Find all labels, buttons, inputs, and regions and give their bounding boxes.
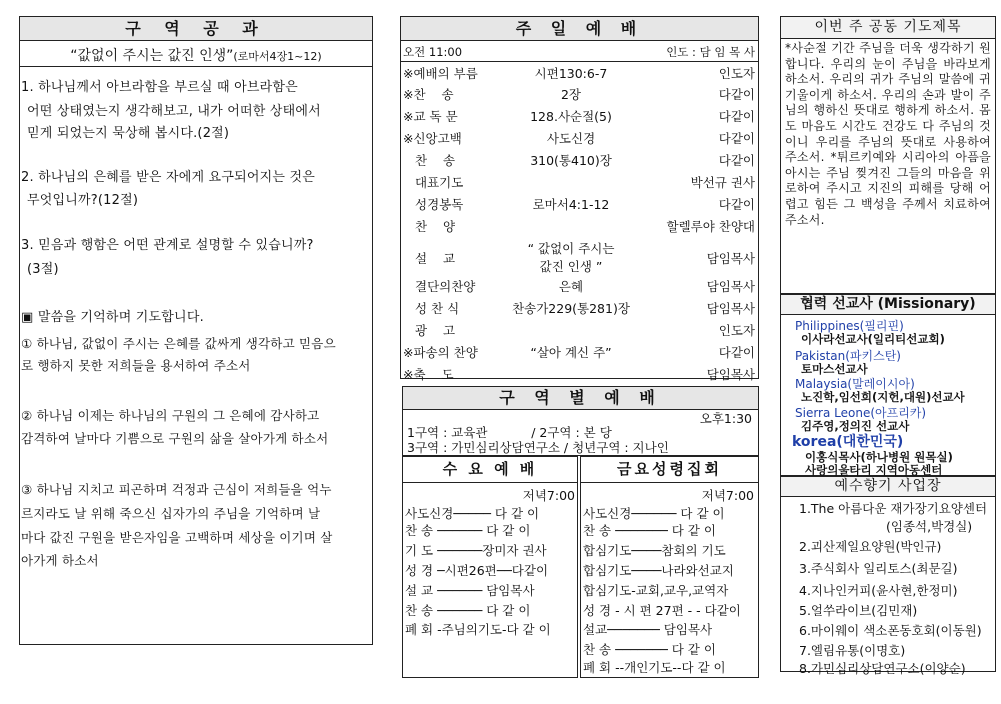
business-title: 예수향기 사업장 [781, 477, 995, 497]
service-leader: 인도 : 담 임 목 사 [666, 45, 755, 59]
service-row-label: ※축 도 [403, 367, 454, 382]
friday-row: 찬 송 ─────── 다 같 이 [583, 523, 716, 538]
wednesday-row: 설 교 ────── 담임목사 [405, 583, 535, 598]
service-row-person: 담임목사 [706, 279, 755, 294]
district-lesson-panel [19, 16, 373, 645]
service-row-content: 사도신경 [546, 131, 596, 146]
service-time-row [401, 42, 758, 62]
business-item: 3.주식회사 일리토스(최문길) [799, 561, 958, 576]
service-row-label: ※예배의 부름 [403, 66, 478, 81]
prayer-topics-title: 이번 주 공동 기도제목 [781, 17, 995, 39]
district-service-title: 구 역 별 예 배 [403, 387, 758, 410]
business-item: 5.얼쑤라이브(김민재) [799, 603, 918, 618]
service-row [401, 173, 758, 193]
service-row-label: 설 교 [415, 251, 456, 266]
missionary-detail: 토마스선교사 [801, 362, 868, 376]
wednesday-row: 사도신경───── 다 같 이 [405, 506, 540, 521]
service-row-label: 찬 송 [415, 153, 456, 168]
district-line-1: 1구역 : 교육관 / 2구역 : 본 당 [407, 425, 612, 440]
prayer-3-line-4: 아가게 하소서 [21, 553, 99, 568]
question-3-line-1: 3. 믿음과 행함은 어떤 관계로 설명할 수 있습니까? [21, 238, 314, 253]
prayer-topics-panel [780, 16, 996, 294]
service-row-content: 2장 [560, 87, 582, 102]
lesson-subtitle [20, 45, 372, 67]
service-row-label: ※찬 송 [403, 87, 454, 102]
service-row-person: 다같이 [718, 87, 755, 102]
friday-row: 합심기도────참회의 기도 [583, 543, 726, 558]
wednesday-row: 폐 회 -주님의기도-다 같 이 [405, 622, 551, 637]
business-item: 2.괴산제일요양원(박인규) [799, 539, 942, 554]
missionary-panel [780, 294, 996, 476]
wednesday-time: 저녁7:00 [522, 488, 575, 503]
wednesday-row: 기 도 ──────장미자 권사 [405, 543, 547, 558]
district-service-panel [402, 386, 759, 456]
service-row [401, 239, 758, 275]
friday-row: 설교─────── 담임목사 [583, 622, 713, 637]
question-3-line-2: (3절) [27, 262, 59, 277]
lesson-subtitle-text: “값없이 주시는 값진 인생” [70, 48, 234, 64]
missionary-title: 협력 선교사 (Missionary) [781, 295, 995, 315]
service-row [401, 107, 758, 127]
service-row-content: “살아 계신 주” [530, 345, 612, 360]
friday-row: 폐 회 --개인기도--다 같 이 [583, 660, 726, 675]
business-item: 4.지나인커피(윤사현,한정미) [799, 583, 958, 598]
service-row-person: 인도자 [718, 323, 755, 338]
prayer-1-line-2: 로 행하지 못한 저희들을 용서하여 주소서 [21, 358, 251, 373]
prayer-2-line-1: ② 하나님 이제는 하나님의 구원의 그 은혜에 감사하고 [21, 408, 320, 423]
missionary-detail: 이홍식목사(하나병원 원목실) [805, 450, 953, 464]
service-row [401, 343, 758, 363]
service-row-label: 광 고 [415, 323, 456, 338]
service-row-label: ※신앙고백 [403, 131, 462, 146]
service-row-label: 찬 양 [415, 219, 456, 234]
service-row-person: 다같이 [718, 197, 755, 212]
service-row-person: 담임목사 [706, 367, 755, 382]
prayer-topics-text: *사순절 기간 주님을 더욱 생각하기 원합니다. 우리의 눈이 주님을 바라보게 하소서. 우리의 귀가 주님의 말씀에 귀 기울이게 하소서. 우리의 손과 발이 주님의 행하신 뜻대로 행하게 하소서. 몸도 마음도 시간도 건강도 다 주님의 것이니 우리를 주님의 뜻대로 사용하여 주소서. *튀르키예와 시리아의 아픔을 아시는 주님 찢겨진 그들의 마음을 위로하여 주시고 지진의 피해를 당해 어렵고 힘든 그 백성을 주께서 치료하여 주소서. [785, 41, 991, 227]
wednesday-service-title: 수 요 예 배 [403, 457, 577, 483]
service-row-content-2: 값진 인생 ” [539, 259, 603, 274]
business-item: 6.마이웨이 색소폰동호회(이동원) [799, 623, 982, 638]
friday-row: 찬 송 ─────── 다 같 이 [583, 642, 716, 657]
service-time: 오전 11:00 [403, 45, 463, 59]
service-row [401, 195, 758, 215]
district-line-2: 3구역 : 가민심리상담연구소 / 청년구역 : 지나인 [407, 440, 669, 455]
friday-row: 합심기도-교회,교우,교역자 [583, 583, 729, 598]
missionary-detail: 노진학,임선희(지헌,대원)선교사 [801, 390, 965, 404]
business-item: 1.The 아름다운 재가장기요양센터 [799, 501, 988, 516]
missionary-detail: 이사라선교사(일리티선교회) [801, 332, 945, 346]
service-row-person: 다같이 [718, 153, 755, 168]
service-row-person: 담임목사 [706, 301, 755, 316]
business-item: (임종석,박경실) [886, 519, 973, 534]
prayer-3-line-3: 마다 값진 구원을 받은자임을 고백하며 세상을 이기며 살 [21, 530, 333, 545]
question-1-line-1: 1. 하나님께서 아브라함을 부르실 때 아브라함은 [21, 80, 298, 95]
lesson-subtitle-ref: (로마서4장1~12) [233, 50, 322, 63]
question-2-line-1: 2. 하나님의 은혜를 받은 자에게 요구되어지는 것은 [21, 170, 315, 185]
service-row-content: 로마서4:1-12 [532, 197, 610, 212]
missionary-country: korea(대한민국) [792, 434, 904, 450]
prayer-3-line-1: ③ 하나님 지치고 피곤하며 걱정과 근심이 저희들을 억누 [21, 482, 332, 497]
wednesday-service-panel [402, 456, 578, 678]
service-row-label: 성경봉독 [415, 197, 464, 212]
service-row-content: 은혜 [558, 279, 584, 294]
service-row [401, 321, 758, 341]
business-item: 8.가민심리상담연구소(이양순) [799, 661, 966, 676]
service-row [401, 85, 758, 105]
friday-row: 성 경 - 시 편 27편 - - 다같이 [583, 603, 741, 618]
district-service-time: 오후1:30 [699, 411, 752, 426]
service-row [401, 217, 758, 237]
service-row-content: 128.사순절(5) [530, 109, 612, 124]
service-row-label: 대표기도 [415, 175, 464, 190]
service-row [401, 151, 758, 171]
service-row-person: 다같이 [718, 345, 755, 360]
service-row [401, 365, 758, 385]
district-lesson-title: 구 역 공 과 [20, 17, 372, 41]
question-1-line-2: 어떤 상태였는지 생각해보고, 내가 어떠한 상태에서 [27, 104, 321, 119]
prayer-1-line-1: ① 하나님, 값없이 주시는 은혜를 값싸게 생각하고 믿음으 [21, 336, 336, 351]
service-row-label: 성 찬 식 [415, 301, 460, 316]
service-row-content: “ 값없이 주시는 [527, 241, 615, 256]
wednesday-row: 찬 송 ────── 다 같 이 [405, 523, 531, 538]
service-row-person: 다같이 [718, 131, 755, 146]
service-row [401, 129, 758, 149]
service-row-content: 시편130:6-7 [534, 66, 608, 81]
service-row-content: 310(통410)장 [530, 153, 612, 168]
business-panel [780, 476, 996, 676]
missionary-detail: 김주영,정의진 선교사 [801, 419, 910, 433]
friday-service-panel [580, 456, 759, 678]
service-row [401, 277, 758, 297]
service-row-label: ※교 독 문 [403, 109, 458, 124]
service-row-person: 담임목사 [706, 251, 755, 266]
prayer-2-line-2: 감격하여 날마다 기쁨으로 구원의 삶을 살아가게 하소서 [21, 431, 329, 446]
service-row-person: 인도자 [718, 66, 755, 81]
sunday-service-panel [400, 16, 759, 382]
sunday-service-title: 주 일 예 배 [401, 17, 758, 41]
friday-service-title: 금요성령집회 [581, 457, 758, 483]
business-item: 7.엘림유통(이명호) [799, 643, 906, 658]
service-row-content: 찬송가229(통281)장 [512, 301, 630, 316]
friday-row: 사도신경────── 다 같 이 [583, 506, 725, 521]
service-row [401, 64, 758, 84]
missionary-detail-2: 사랑의울타리 지역아동센터 [805, 463, 943, 477]
prayer-3-line-2: 르지라도 날 위해 죽으신 십자가의 주님을 기억하며 날 [21, 506, 321, 521]
missionary-country: Sierra Leone(아프리카) [795, 406, 927, 420]
service-row-label: ※파송의 찬양 [403, 345, 478, 360]
wednesday-row: 찬 송 ────── 다 같 이 [405, 603, 531, 618]
wednesday-row: 성 경 ─시편26편──다같이 [405, 563, 549, 578]
missionary-country: Pakistan(파키스탄) [795, 349, 901, 363]
question-1-line-3: 믿게 되었는지 묵상해 봅시다.(2절) [27, 126, 230, 141]
friday-time: 저녁7:00 [701, 488, 754, 503]
service-row-person: 할렐루야 찬양대 [666, 219, 755, 234]
missionary-country: Philippines(필리핀) [795, 319, 904, 333]
service-row [401, 299, 758, 319]
service-row-person: 다같이 [718, 109, 755, 124]
missionary-country: Malaysia(말레이시아) [795, 377, 915, 391]
friday-row: 합심기도────나라와선교지 [583, 563, 734, 578]
service-row-person: 박선규 권사 [690, 175, 755, 190]
service-row-label: 결단의찬양 [415, 279, 476, 294]
memo-heading: ▣ 말씀을 기억하며 기도합니다. [21, 310, 204, 325]
question-2-line-2: 무엇입니까?(12절) [27, 193, 139, 208]
